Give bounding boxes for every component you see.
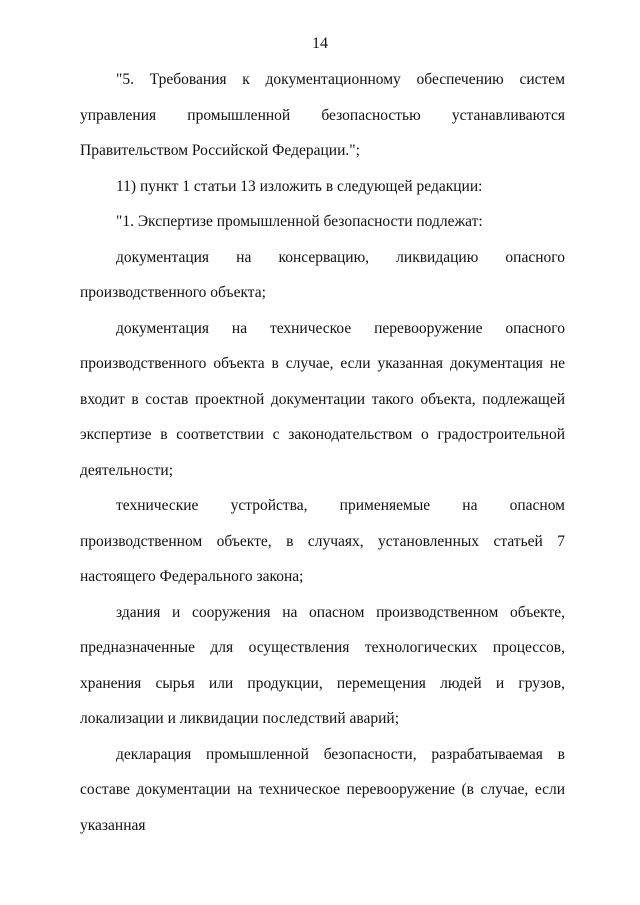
paragraph-safety-declaration: декларация промышленной безопасности, разрабатываемая в составе документации на техническое перевооружение (в случае, если указанная [80, 745, 565, 834]
page-number: 14 [312, 35, 328, 52]
paragraph-technical-devices: технические устройства, применяемые на опасном производственном объекте, в случаях, установленных статьей 7 настоящего Федерального закона; [80, 497, 565, 585]
paragraph-buildings-structures: здания и сооружения на опасном производственном объекте, предназначенные для осуществления технологических процессов, хранения сырья или продукции, перемещения людей и грузов, локализации и ликвидации последствий аварий; [80, 603, 565, 727]
paragraph-conservation-docs: документация на консервацию, ликвидацию опасного производственного объекта; [80, 248, 565, 301]
paragraph-requirements-documentation: "5. Требования к документационному обеспечению систем управления промышленной безопасностью устанавливаются Правительством Российской Федерации."; [80, 71, 565, 159]
paragraph-item-11: 11) пункт 1 статьи 13 изложить в следующей редакции: [116, 177, 483, 195]
paragraph-reequipment-docs: документация на техническое перевооружение опасного производственного объекта в случае, если указанная документация не входит в состав проектной документации такого объекта, подлежащей экспертизе в соответствии с законодательством о градостроительной деятельности; [80, 319, 565, 479]
paragraph-expertise-subject: "1. Экспертизе промышленной безопасности подлежат: [116, 213, 483, 230]
document-body [80, 62, 565, 843]
